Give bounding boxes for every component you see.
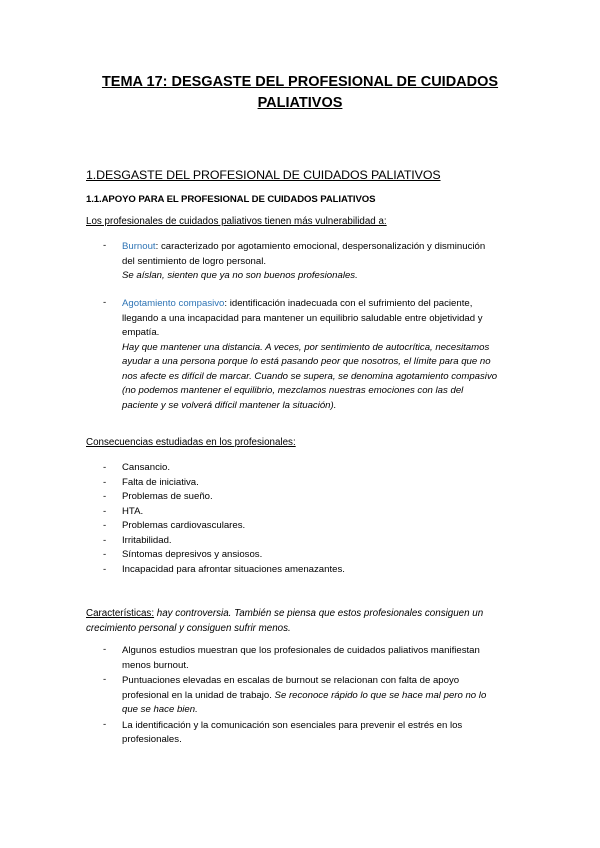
item-2-line-3: que se hace bien.	[122, 704, 198, 715]
list-item	[103, 505, 345, 520]
list-item	[103, 534, 345, 549]
item-1-line-1: Algunos estudios muestran que los profesionales de cuidados paliativos manifiestan	[122, 645, 480, 656]
title-line-1: TEMA 17: DESGASTE DEL PROFESIONAL DE CUIDADOS	[101, 74, 499, 90]
agotamiento-note-4: (no podemos mantener el equilibrio, mezclamos nuestras emociones con las del	[122, 385, 464, 396]
vulnerability-list	[103, 240, 485, 284]
term-agotamiento: Agotamiento compasivo	[122, 298, 225, 309]
dash-bullet: -	[103, 491, 107, 502]
burnout-note: Se aíslan, sienten que ya no son buenos profesionales.	[122, 270, 358, 281]
agotamiento-note-2: ayudar a una persona porque lo está pasando peor que nosotros, el límite para que no	[122, 356, 491, 367]
caracteristicas-paragraph	[86, 606, 526, 636]
consequence-text: Incapacidad para afrontar situaciones amenazantes.	[122, 563, 345, 575]
agotamiento-note-5: paciente y se volverá difícil mantener la situación).	[122, 399, 337, 411]
term-burnout: Burnout	[122, 241, 156, 252]
list-item	[103, 519, 345, 534]
item-3-line-2: profesionales.	[122, 734, 182, 745]
list-item	[103, 476, 345, 491]
title-line-2: PALIATIVOS	[257, 95, 343, 111]
list-item	[103, 563, 345, 578]
consequences-list	[103, 461, 345, 577]
list-item-burnout	[103, 240, 485, 284]
consequences-heading: Consecuencias estudiadas en los profesionales:	[86, 437, 296, 448]
list-item	[103, 461, 345, 476]
dash-bullet: -	[103, 520, 107, 531]
dash-bullet: -	[103, 549, 107, 560]
consequence-text: Cansancio.	[122, 462, 170, 473]
consequence-text: Problemas de sueño.	[122, 491, 213, 502]
burnout-line-2: del sentimiento de logro personal.	[122, 255, 266, 267]
consequence-text: Irritabilidad.	[122, 534, 172, 546]
characteristics-list	[103, 644, 486, 748]
dash-bullet: -	[103, 462, 107, 473]
section-heading-1: 1.DESGASTE DEL PROFESIONAL DE CUIDADOS PALIATIVOS	[86, 168, 441, 182]
intro-text: Los profesionales de cuidados paliativos tienen más vulnerabilidad a:	[86, 216, 387, 227]
item-3-line-1: La identificación y la comunicación son esenciales para prevenir el estrés en los	[122, 719, 463, 731]
item-2-line-2-italic: Se reconoce rápido lo que se hace mal pero no lo	[274, 689, 487, 701]
dash-bullet: -	[103, 534, 107, 546]
dash-bullet: -	[103, 505, 107, 517]
list-item	[103, 719, 486, 748]
consequence-text: Falta de iniciativa.	[122, 476, 199, 488]
list-item	[103, 674, 486, 718]
agotamiento-note-1: Hay que mantener una distancia. A veces, por sentimiento de autocrítica, necesitamos	[122, 341, 490, 353]
dash-bullet: -	[103, 240, 107, 251]
consequence-text: HTA.	[122, 505, 144, 517]
list-item-agotamiento	[103, 297, 497, 413]
caracteristicas-text-2: crecimiento personal y consiguen sufrir menos.	[86, 623, 291, 634]
list-item	[103, 548, 345, 563]
list-item	[103, 490, 345, 505]
dash-bullet: -	[103, 718, 107, 730]
vulnerability-list-2	[103, 297, 497, 413]
item-1-line-2: menos burnout.	[122, 659, 189, 671]
burnout-definition: : caracterizado por agotamiento emocional, despersonalización y disminución	[155, 241, 486, 252]
list-item	[103, 644, 486, 673]
agotamiento-line-2: llegando a una incapacidad para mantener un equilibrio saludable entre objetividad y	[122, 312, 483, 324]
caracteristicas-label: Características:	[86, 608, 155, 619]
agotamiento-line-3: empatía.	[122, 327, 160, 338]
item-2-line-1: Puntuaciones elevadas en escalas de burnout se relacionan con falta de apoyo	[122, 675, 460, 686]
dash-bullet: -	[103, 563, 107, 575]
consequence-text: Síntomas depresivos y ansiosos.	[122, 549, 263, 560]
page-title	[80, 72, 520, 114]
item-2-line-2: profesional en la unidad de trabajo.	[122, 689, 275, 701]
section-heading-1-1: 1.1.APOYO PARA EL PROFESIONAL DE CUIDADOS PALIATIVOS	[86, 194, 376, 205]
dash-bullet: -	[103, 644, 107, 655]
agotamiento-note-3: nos afecte es difícil de marcar. Cuando se supera, se denomina agotamiento compasivo	[122, 370, 498, 382]
dash-bullet: -	[103, 476, 107, 488]
caracteristicas-text-1: hay controversia. También se piensa que estos profesionales consiguen un	[154, 608, 484, 619]
dash-bullet: -	[103, 674, 107, 685]
agotamiento-definition: : identificación inadecuada con el sufrimiento del paciente,	[224, 298, 473, 309]
dash-bullet: -	[103, 297, 107, 308]
consequence-text: Problemas cardiovasculares.	[122, 520, 246, 531]
